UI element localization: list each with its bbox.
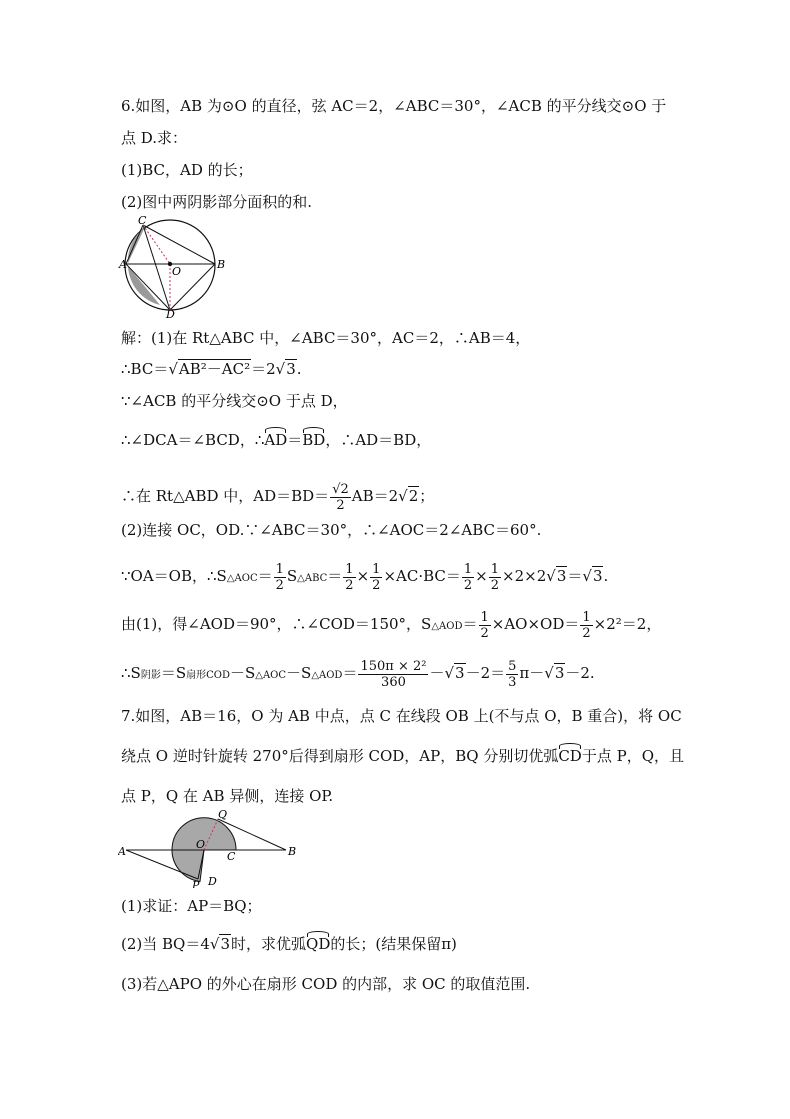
q7-stem-line3: 点 P，Q 在 AB 异侧，连接 OP. <box>121 787 334 805</box>
q7-label-a: A <box>118 845 126 858</box>
q6-label-o: O <box>172 265 182 278</box>
q6-label-a: A <box>119 258 127 271</box>
q6-sol8-mid: ×AO×OD＝ <box>491 615 580 633</box>
q7-part3: (3)若△APO 的外心在扇形 COD 的内部，求 OC 的取值范围. <box>121 975 531 993</box>
q6-shade-bottom <box>128 266 160 305</box>
q6-sol2-radicand: AB²－AC² <box>178 360 251 378</box>
q7-part2-mid: 时，求优弧 <box>231 935 307 953</box>
q6-sol-line2 <box>121 359 302 379</box>
q6-sol7-frac4 <box>462 562 474 593</box>
q6-sol7-f2d: 2 <box>345 577 354 593</box>
q7-stem2-arc-cd: CD <box>558 747 582 765</box>
q6-sol8-f1n: 1 <box>480 609 489 625</box>
q6-sol7-frac2 <box>343 562 355 593</box>
q6-sol4-arc-bd: BD <box>302 431 326 449</box>
q6-sol-line4 <box>121 430 431 450</box>
q6-sol9-f2n: 5 <box>508 658 517 674</box>
q7-part2-end: 的长；(结果保留π) <box>330 935 457 953</box>
q6-sol9-frac2 <box>506 659 518 690</box>
q7-label-c: C <box>227 850 236 863</box>
q6-sol7-sqrt2: √3 <box>582 567 603 585</box>
q6-sol4-pre: ∴∠DCA＝∠BCD，∴ <box>121 431 265 449</box>
q6-sol7-x2: × <box>475 567 488 585</box>
q6-sol4-end: ，∴AD＝BD， <box>325 431 432 449</box>
q6-sol2-pre: ∴BC＝ <box>121 360 169 378</box>
q6-sol7-rad1: 3 <box>556 567 567 585</box>
q6-sol9-sub3: △AOC <box>255 670 287 681</box>
q7-part2-pre: (2)当 BQ＝4 <box>121 935 210 953</box>
q6-sol9-sqrt2: √3 <box>544 664 565 682</box>
q6-sol4-eq: ＝ <box>287 431 303 449</box>
q7-label-d: D <box>208 875 217 888</box>
q6-sol8-f2n: 1 <box>582 609 591 625</box>
q6-sol5-num: √2 <box>332 481 349 497</box>
q6-chord-ac <box>126 225 143 264</box>
q6-sol-line5 <box>121 478 434 514</box>
q6-sol8-frac1 <box>479 610 491 641</box>
q6-sol7-f3n: 1 <box>372 561 381 577</box>
q6-sol5-pre: ∴在 Rt△ABD 中，AD＝BD＝ <box>121 487 330 505</box>
q6-sol7-eq3: ＝ <box>567 567 583 585</box>
q6-sol7-frac5 <box>489 562 501 593</box>
q7-figure <box>118 808 298 888</box>
q6-sol7-f5n: 1 <box>490 561 500 577</box>
q6-sol7-f4n: 1 <box>463 561 473 577</box>
q6-sol4-arc-ad: AD <box>264 431 288 449</box>
q6-sol7-f1n: 1 <box>275 561 284 577</box>
q6-sol7-f1d: 2 <box>275 577 284 593</box>
q6-stem-line1: 6.如图，AB 为⊙O 的直径，弦 AC＝2，∠ABC＝30°，∠ACB 的平分线交⊙O 于 <box>121 97 667 115</box>
q6-sol-line8 <box>121 606 661 645</box>
q7-stem2-end: 于点 P，Q，且 <box>581 747 685 765</box>
q6-sol9-sub4: △AOD <box>311 670 343 681</box>
q6-sol2-end: . <box>296 360 302 378</box>
q6-sol9-f2d: 3 <box>508 674 517 690</box>
q6-sol8-sub: △AOD <box>431 621 463 632</box>
q6-dashed-oc <box>143 225 170 264</box>
q6-sol-line3: ∵∠ACB 的平分线交⊙O 于点 D， <box>121 392 348 410</box>
q6-sol2-sqrt: √AB²－AC² <box>168 360 251 378</box>
q7-part2-radicand: 3 <box>220 935 230 953</box>
q6-sol7-f4d: 2 <box>463 577 473 593</box>
q6-sol7-frac3 <box>370 562 382 593</box>
q6-sol5-frac <box>330 482 351 513</box>
q6-sol9-sub1: 阴影 <box>140 670 161 681</box>
q6-sol7-s2: S <box>286 567 298 585</box>
q6-sol7-pre: ∵OA＝OB，∴S <box>121 567 227 585</box>
q7-label-q: Q <box>218 808 228 821</box>
q6-label-b: B <box>217 258 226 271</box>
q6-sol5-mid: AB＝2 <box>351 487 399 505</box>
q6-sol9-sub2: 扇形COD <box>186 670 230 681</box>
q6-sol5-sqrt: √2 <box>398 487 419 505</box>
q6-sol8-f1d: 2 <box>480 625 489 641</box>
q6-sol2-sqrt2: √3 <box>275 360 296 378</box>
q6-sol9-rad2: 3 <box>554 664 565 682</box>
q6-sol8-eq1: ＝ <box>462 615 478 633</box>
q6-sol-line7 <box>121 558 608 597</box>
q6-sol5-den: 2 <box>336 497 345 513</box>
q6-part2: (2)图中两阴影部分面积的和. <box>121 193 313 211</box>
q6-sol-line6: (2)连接 OC，OD.∵∠ABC＝30°，∴∠AOC＝2∠ABC＝60°. <box>121 521 542 539</box>
q6-sol7-rad2: 3 <box>592 567 603 585</box>
q7-stem-line2 <box>121 746 684 766</box>
q6-sol2-mid: ＝2 <box>251 360 276 378</box>
q6-sol-line1: 解：(1)在 Rt△ABC 中，∠ABC＝30°，AC＝2，∴AB＝4， <box>121 329 531 347</box>
q6-sol9-m4: －2＝ <box>465 664 506 682</box>
q6-part1: (1)BC，AD 的长； <box>121 161 253 179</box>
q6-sol9-m1: －S <box>229 664 256 682</box>
q6-sol7-f2n: 1 <box>345 561 354 577</box>
q6-sol9-m3: － <box>429 664 445 682</box>
q6-sol9-m2: －S <box>286 664 312 682</box>
q6-sol7-f5d: 2 <box>490 577 500 593</box>
q6-stem-line2: 点 D.求： <box>121 129 188 147</box>
q7-part2 <box>121 934 457 954</box>
q6-sol9-eq2: ＝ <box>342 664 358 682</box>
q6-sol7-sub2: △ABC <box>297 573 328 584</box>
q6-sol7-tail: ×2×2 <box>502 567 547 585</box>
q7-stem-line1: 7.如图，AB＝16，O 为 AB 中点，点 C 在线段 OB 上(不与点 O，B 重合)，将 OC <box>121 707 682 725</box>
q6-sol9-rad1: 3 <box>455 664 465 682</box>
q6-shade-top <box>128 227 145 263</box>
q6-label-d: D <box>166 308 175 318</box>
q6-label-c: C <box>138 214 147 227</box>
q6-sol9-fd: 360 <box>381 674 406 690</box>
q6-sol7-frac1 <box>274 562 286 593</box>
q7-part2-sqrt: √3 <box>209 935 230 953</box>
q6-sol7-f3d: 2 <box>372 577 381 593</box>
q6-sol8-tail: ×2²＝2， <box>593 615 662 633</box>
q6-sol5-end: ； <box>419 487 435 505</box>
q6-sol7-end: . <box>603 567 609 585</box>
q6-sol8-pre: 由(1)，得∠AOD＝90°，∴∠COD＝150°，S <box>121 615 432 633</box>
q6-sol9-end: －2. <box>565 664 595 682</box>
q6-sol7-sub1: △AOC <box>226 573 258 584</box>
q7-label-o: O <box>196 838 206 851</box>
q6-sol-line9 <box>121 655 595 694</box>
q6-sol9-m5: π－ <box>519 664 545 682</box>
q6-sol7-sqrt1: √3 <box>546 567 567 585</box>
q6-sol2-radicand2: 3 <box>286 360 296 378</box>
q6-sol9-fn: 150π × 2² <box>360 658 427 674</box>
q6-sol9-pre: ∴S <box>121 664 141 682</box>
q6-sol7-mid: ×AC·BC＝ <box>383 567 461 585</box>
q6-sol8-frac2 <box>580 610 592 641</box>
q6-figure <box>118 214 228 318</box>
q6-sol9-sqrt1: √3 <box>444 664 465 682</box>
q6-sol7-eq2: ＝ <box>327 567 343 585</box>
q6-chord-ad <box>126 264 170 310</box>
q7-stem2-pre: 绕点 O 逆时针旋转 270°后得到扇形 COD，AP，BQ 分别切优弧 <box>121 747 559 765</box>
q7-part1: (1)求证：AP＝BQ； <box>121 897 262 915</box>
q7-part2-arc-qd: QD <box>306 935 331 953</box>
q7-label-p: P <box>192 879 200 888</box>
q6-sol8-f2d: 2 <box>582 625 591 641</box>
q6-sol5-radicand: 2 <box>408 487 419 505</box>
q6-sol7-x1: × <box>356 567 370 585</box>
q6-sol9-eq: ＝S <box>160 664 187 682</box>
q7-label-b: B <box>288 845 297 858</box>
q6-sol7-eq1: ＝ <box>257 567 273 585</box>
q6-sol9-frac1 <box>358 659 428 690</box>
